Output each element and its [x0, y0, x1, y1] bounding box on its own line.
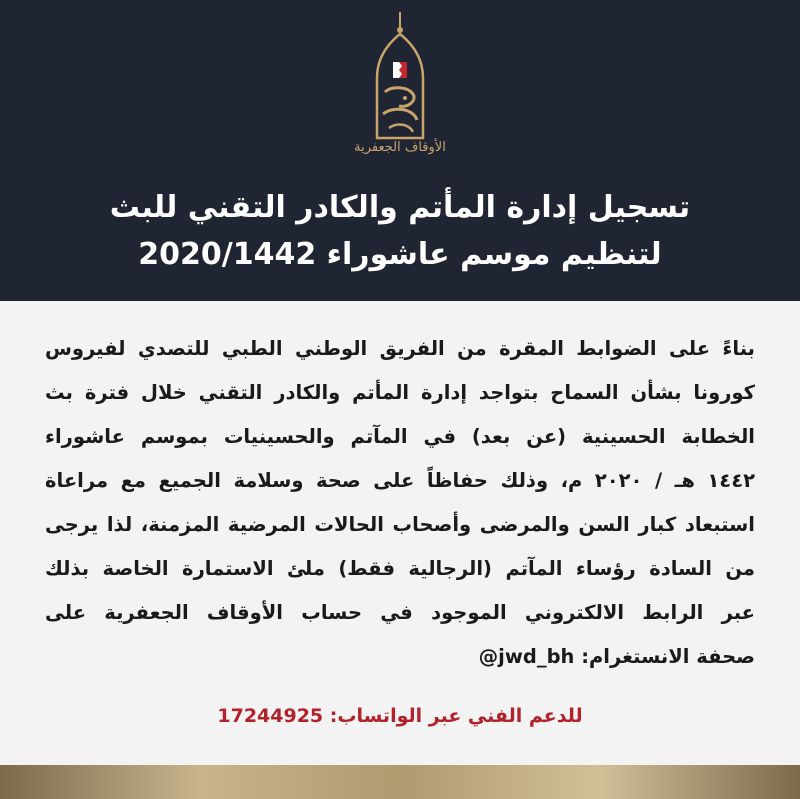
logo-caption: الأوقاف الجعفرية — [354, 140, 446, 155]
body-line-4: ١٤٤٢ هـ / ٢٠٢٠ م، وذلك حفاظاً على صحة وسلامة الجميع مع مراعاة — [45, 469, 755, 492]
body-line-8: صحفة الانستغرام: jwd_bh@ — [478, 645, 755, 668]
gold-footer-band — [0, 765, 800, 799]
page-title-line-2: لتنظيم موسم عاشوراء 2020/1442 — [138, 237, 662, 272]
body-line-5: استبعاد كبار السن والمرضى وأصحاب الحالات المرضية المزمنة، لذا يرجى — [45, 513, 755, 536]
body-line-3: الخطابة الحسينية (عن بعد) في المآتم والحسينيات بموسم عاشوراء — [45, 425, 755, 448]
body-line-2: كورونا بشأن السماح بتواجد إدارة المأتم والكادر التقني خلال فترة بث — [45, 381, 755, 404]
body-line-7: عبر الرابط الالكتروني الموجود في حساب الأوقاف الجعفرية على — [45, 601, 755, 624]
body-line-1: بناءً على الضوابط المقرة من الفريق الوطني الطبي للتصدي لفيروس — [45, 337, 755, 360]
whatsapp-support-line: للدعم الفني عبر الواتساب: 17244925 — [217, 705, 583, 727]
page-title-line-1: تسجيل إدارة المأتم والكادر التقني للبث — [109, 190, 691, 225]
header-banner — [0, 0, 800, 301]
body-line-6: من السادة رؤساء المآتم (الرجالية فقط) ملئ الاستمارة الخاصة بذلك — [45, 557, 755, 580]
